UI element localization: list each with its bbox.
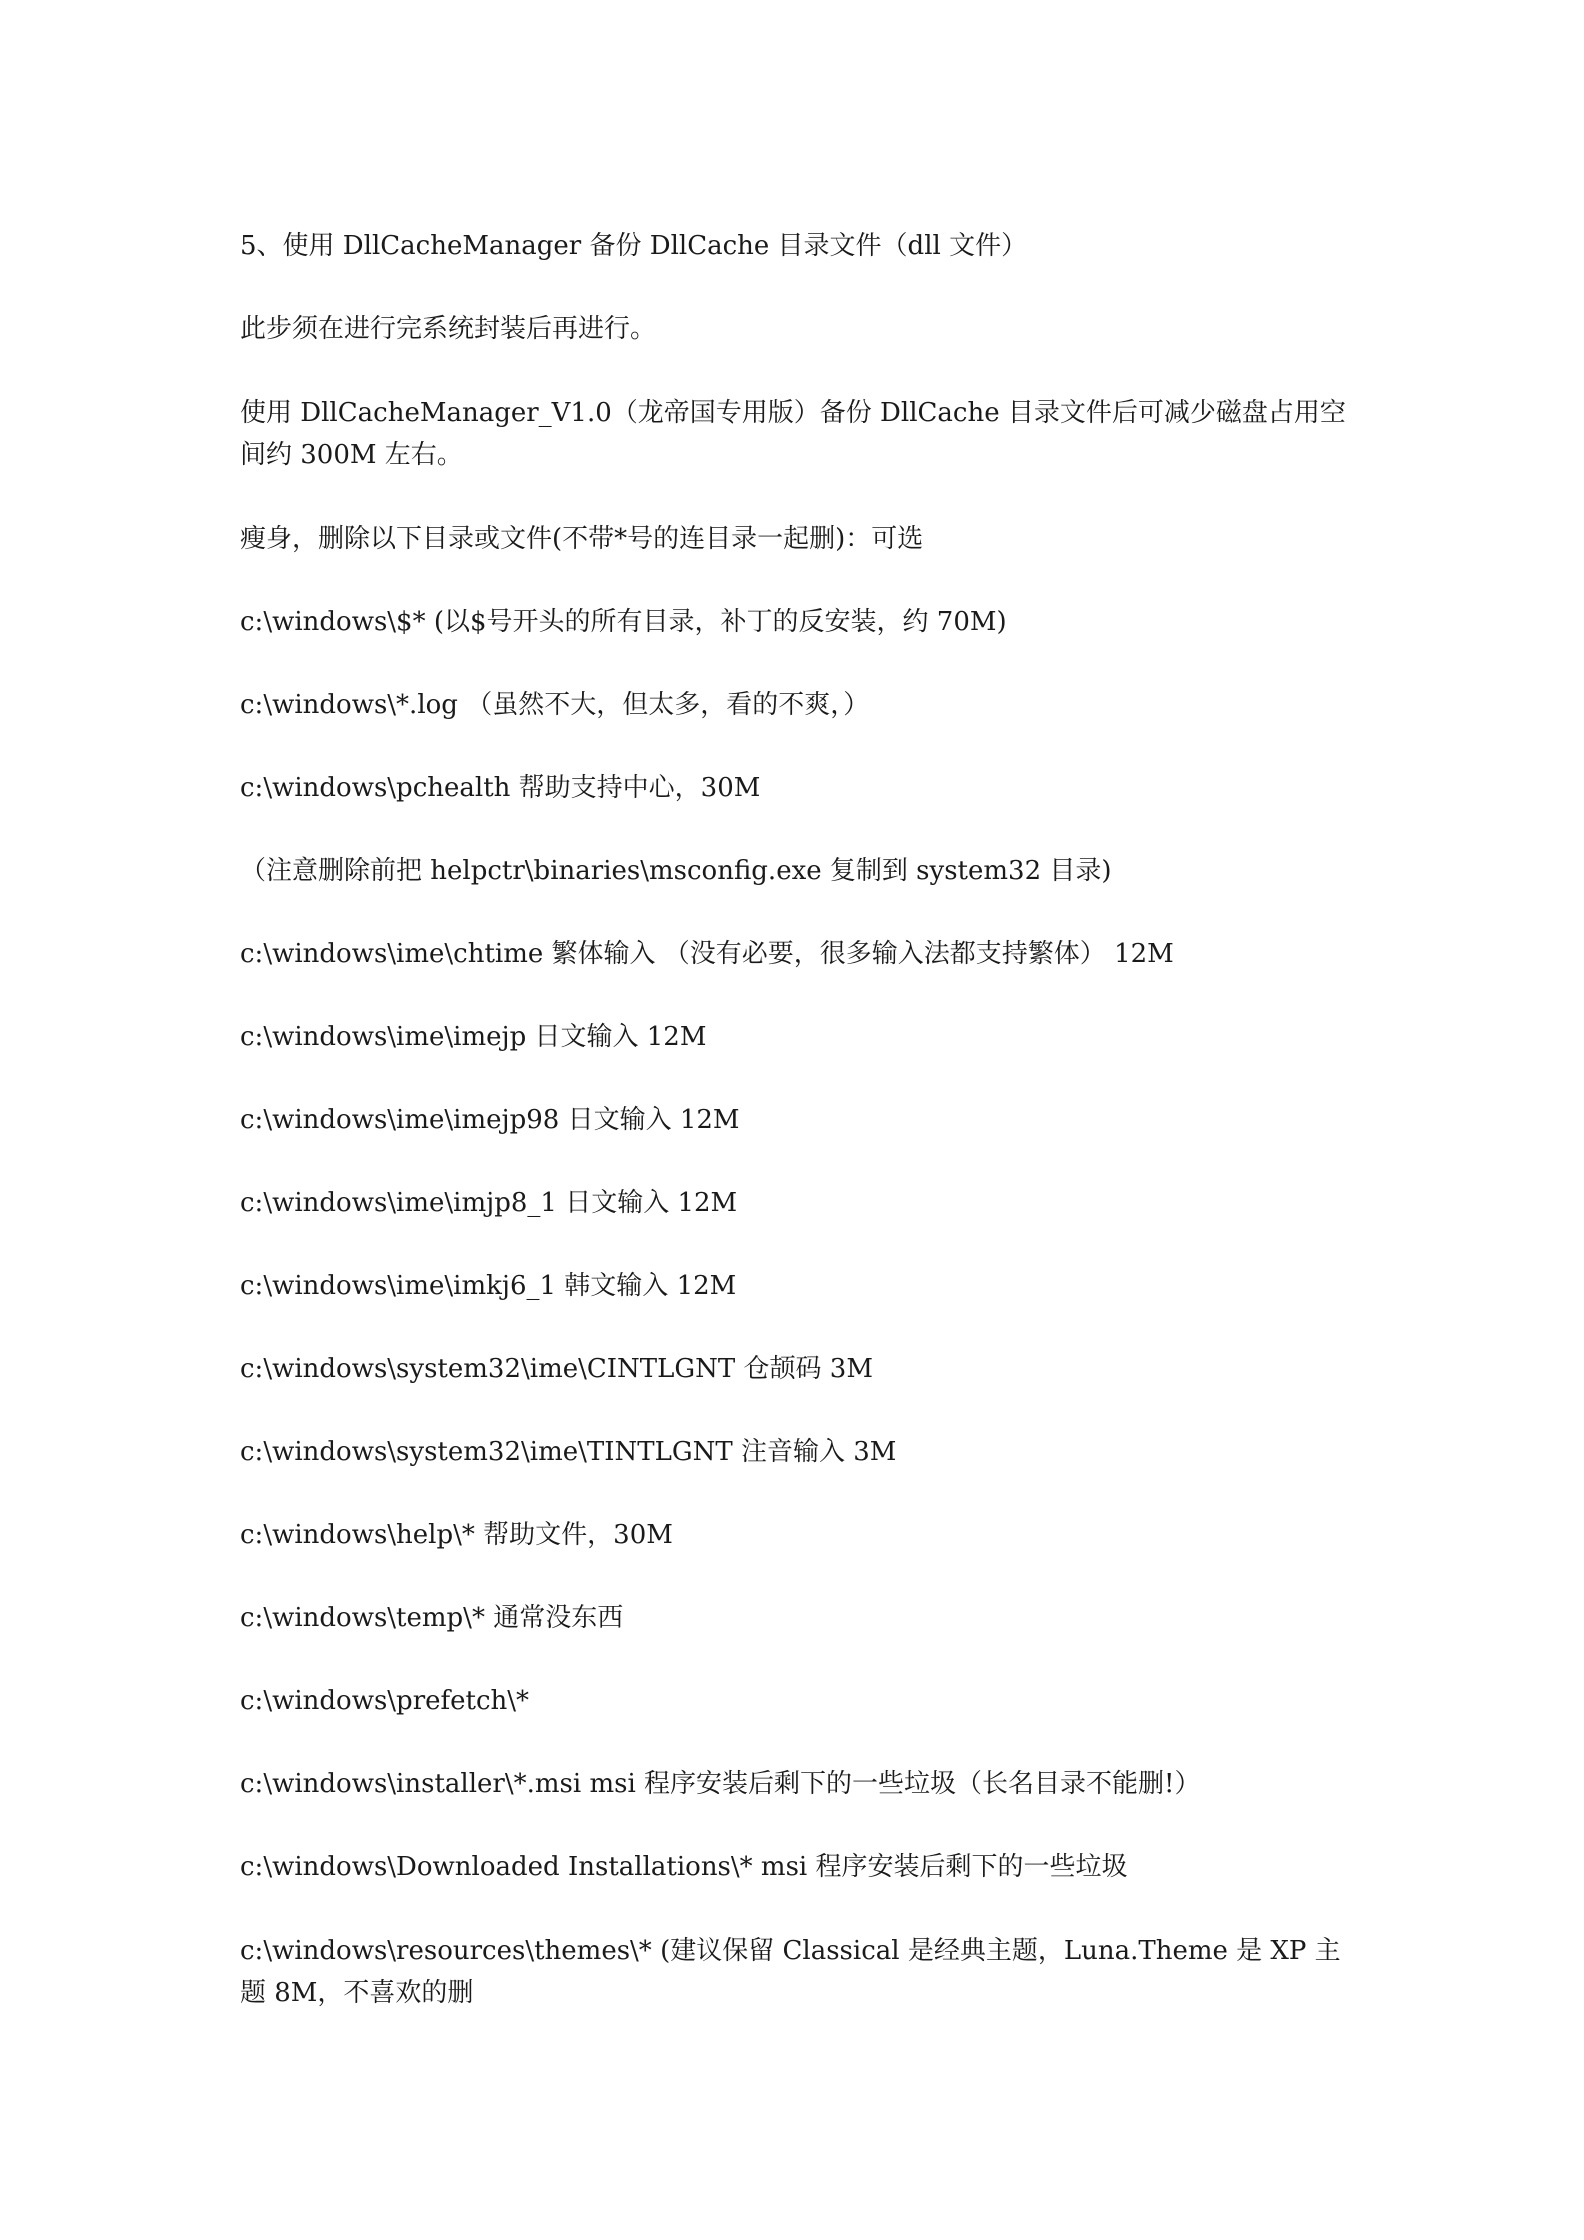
list-item: c:\windows\ime\imejp 日文输入 12M [240, 1022, 707, 1052]
list-item: c:\windows\ime\imkj6_1 韩文输入 12M [240, 1271, 737, 1301]
document-body [240, 226, 1360, 2057]
instruction-note: 此步须在进行完系统封装后再进行。 [240, 314, 657, 344]
list-item: c:\windows\$* (以$号开头的所有目录，补丁的反安装，约 70M) [240, 607, 1007, 637]
list-item: c:\windows\pchealth 帮助支持中心，30M [240, 773, 761, 803]
list-item: c:\windows\*.log （虽然不大，但太多，看的不爽，） [240, 690, 870, 720]
list-item: c:\windows\ime\imejp98 日文输入 12M [240, 1105, 740, 1135]
list-item: c:\windows\system32\ime\TINTLGNT 注音输入 3M [240, 1437, 897, 1467]
backup-description: 使用 DllCacheManager_V1.0（龙帝国专用版）备份 DllCache 目录文件后可减少磁盘占用空间约 300M 左右。 [240, 398, 1346, 470]
list-item-note: （注意删除前把 helpctr\binaries\msconfig.exe 复制到 system32 目录) [240, 856, 1112, 886]
list-item: c:\windows\installer\*.msi msi 程序安装后剩下的一些垃圾（长名目录不能删!） [240, 1769, 1201, 1799]
list-item: c:\windows\prefetch\* [240, 1686, 530, 1716]
list-item: c:\windows\help\* 帮助文件，30M [240, 1520, 673, 1550]
list-item: c:\windows\resources\themes\* (建议保留 Classical 是经典主题，Luna.Theme 是 XP 主题 8M，不喜欢的删 [240, 1936, 1341, 2008]
list-item: c:\windows\temp\* 通常没东西 [240, 1603, 624, 1633]
list-item: c:\windows\Downloaded Installations\* msi 程序安装后剩下的一些垃圾 [240, 1852, 1128, 1882]
section-heading: 5、使用 DllCacheManager 备份 DllCache 目录文件（dll 文件） [240, 231, 1028, 261]
slimming-intro: 瘦身，删除以下目录或文件(不带*号的连目录一起删)：可选 [240, 524, 924, 554]
list-item: c:\windows\ime\imjp8_1 日文输入 12M [240, 1188, 738, 1218]
list-item: c:\windows\ime\chtime 繁体输入 （没有必要，很多输入法都支持繁体） 12M [240, 939, 1174, 969]
list-item: c:\windows\system32\ime\CINTLGNT 仓颉码 3M [240, 1354, 873, 1384]
